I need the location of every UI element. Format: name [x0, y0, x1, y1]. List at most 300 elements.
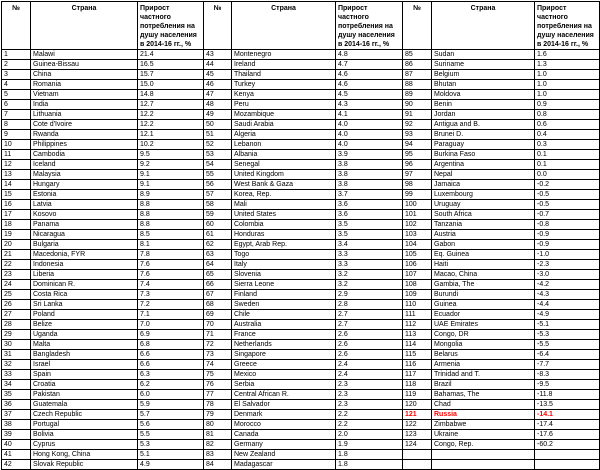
cell-number: 37 — [2, 410, 31, 420]
table-row — [2, 430, 600, 440]
table-row — [2, 420, 600, 430]
table-row — [2, 340, 600, 350]
cell-country: Latvia — [31, 200, 138, 210]
cell-country: Honduras — [232, 230, 336, 240]
cell-number: 92 — [403, 120, 432, 130]
table-row — [2, 70, 600, 80]
cell-country: Belize — [31, 320, 138, 330]
cell-number — [403, 460, 432, 470]
cell-number: 56 — [204, 180, 232, 190]
cell-number: 86 — [403, 60, 432, 70]
cell-number: 94 — [403, 140, 432, 150]
cell-number: 5 — [2, 90, 31, 100]
cell-number: 10 — [2, 140, 31, 150]
cell-number: 96 — [403, 160, 432, 170]
cell-number: 99 — [403, 190, 432, 200]
cell-growth: 0.8 — [535, 110, 600, 120]
cell-growth: 3.7 — [336, 190, 403, 200]
cell-number: 113 — [403, 330, 432, 340]
cell-number: 38 — [2, 420, 31, 430]
cell-country: Finland — [232, 290, 336, 300]
cell-growth: 3.4 — [336, 240, 403, 250]
cell-number: 40 — [2, 440, 31, 450]
cell-growth: 6.6 — [138, 350, 204, 360]
cell-growth: 1.0 — [535, 70, 600, 80]
cell-country: Vietnam — [31, 90, 138, 100]
table-row — [2, 370, 600, 380]
cell-growth: 7.1 — [138, 310, 204, 320]
table-row — [2, 280, 600, 290]
cell-country: Hong Kong, China — [31, 450, 138, 460]
cell-number: 114 — [403, 340, 432, 350]
table-row — [2, 200, 600, 210]
cell-number: 120 — [403, 400, 432, 410]
cell-number: 7 — [2, 110, 31, 120]
table-row — [2, 440, 600, 450]
cell-country: Mexico — [232, 370, 336, 380]
cell-number: 34 — [2, 380, 31, 390]
cell-country: Mongolia — [432, 340, 535, 350]
cell-country: New Zealand — [232, 450, 336, 460]
cell-growth: 6.8 — [138, 340, 204, 350]
cell-number: 79 — [204, 410, 232, 420]
table-row — [2, 270, 600, 280]
cell-number: 112 — [403, 320, 432, 330]
table-row — [2, 90, 600, 100]
cell-growth: 4.3 — [336, 100, 403, 110]
table-row — [2, 80, 600, 90]
cell-country: Gabon — [432, 240, 535, 250]
cell-growth: 4.9 — [138, 460, 204, 470]
cell-growth: 9.5 — [138, 150, 204, 160]
cell-country: Malawi — [31, 50, 138, 60]
cell-growth: 6.0 — [138, 390, 204, 400]
cell-number: 106 — [403, 260, 432, 270]
cell-growth: 8.5 — [138, 230, 204, 240]
table-row — [2, 260, 600, 270]
cell-country: West Bank & Gaza — [232, 180, 336, 190]
cell-country: Mali — [232, 200, 336, 210]
cell-number: 62 — [204, 240, 232, 250]
cell-growth: 0.0 — [535, 170, 600, 180]
cell-number: 42 — [2, 460, 31, 470]
cell-number: 28 — [2, 320, 31, 330]
cell-number: 122 — [403, 420, 432, 430]
cell-growth: 8.1 — [138, 240, 204, 250]
cell-growth: 4.0 — [336, 120, 403, 130]
cell-growth: 3.6 — [336, 200, 403, 210]
cell-country: Spain — [31, 370, 138, 380]
cell-growth: 7.3 — [138, 290, 204, 300]
table-row — [2, 210, 600, 220]
cell-country — [432, 450, 535, 460]
cell-growth: 3.8 — [336, 170, 403, 180]
cell-number: 68 — [204, 300, 232, 310]
cell-country: Chad — [432, 400, 535, 410]
cell-growth: 8.8 — [138, 210, 204, 220]
cell-country: Argentina — [432, 160, 535, 170]
cell-country: Iceland — [31, 160, 138, 170]
cell-growth: 1.8 — [336, 450, 403, 460]
table-row — [2, 180, 600, 190]
cell-number: 98 — [403, 180, 432, 190]
cell-country: Pakistan — [31, 390, 138, 400]
cell-growth: 4.6 — [336, 80, 403, 90]
cell-growth: 3.2 — [336, 270, 403, 280]
cell-number: 21 — [2, 250, 31, 260]
cell-country: India — [31, 100, 138, 110]
table-row — [2, 350, 600, 360]
cell-number: 70 — [204, 320, 232, 330]
table-row — [2, 130, 600, 140]
cell-number: 48 — [204, 100, 232, 110]
cell-country: Nicaragua — [31, 230, 138, 240]
cell-number: 102 — [403, 220, 432, 230]
cell-growth: -4.9 — [535, 310, 600, 320]
cell-country: Chile — [232, 310, 336, 320]
cell-number: 84 — [204, 460, 232, 470]
cell-growth: 9.1 — [138, 180, 204, 190]
cell-country: Lebanon — [232, 140, 336, 150]
cell-growth: 2.2 — [336, 420, 403, 430]
cell-growth — [535, 460, 600, 470]
cell-number: 16 — [2, 200, 31, 210]
cell-growth: 3.8 — [336, 180, 403, 190]
cell-country: Jamaica — [432, 180, 535, 190]
cell-number: 88 — [403, 80, 432, 90]
cell-growth: -7.7 — [535, 360, 600, 370]
cell-number: 69 — [204, 310, 232, 320]
cell-country: Slovenia — [232, 270, 336, 280]
header-growth: Прирост частного потребления на душу населения в 2014-16 гг., % — [336, 2, 403, 50]
cell-growth: 6.6 — [138, 360, 204, 370]
cell-country: Netherlands — [232, 340, 336, 350]
cell-country: Uruguay — [432, 200, 535, 210]
cell-growth: 0.9 — [535, 100, 600, 110]
cell-country: Denmark — [232, 410, 336, 420]
cell-country: Macedonia, FYR — [31, 250, 138, 260]
cell-number: 15 — [2, 190, 31, 200]
cell-growth: 14.8 — [138, 90, 204, 100]
cell-country: Antigua and B. — [432, 120, 535, 130]
cell-growth: 9.1 — [138, 170, 204, 180]
cell-growth: -0.7 — [535, 210, 600, 220]
cell-number: 121 — [403, 410, 432, 420]
cell-country: Uganda — [31, 330, 138, 340]
table-row — [2, 360, 600, 370]
cell-growth: 0.3 — [535, 140, 600, 150]
cell-country: Montenegro — [232, 50, 336, 60]
cell-number: 51 — [204, 130, 232, 140]
cell-number: 101 — [403, 210, 432, 220]
cell-number: 61 — [204, 230, 232, 240]
cell-number: 46 — [204, 80, 232, 90]
cell-number: 41 — [2, 450, 31, 460]
cell-growth: 8.9 — [138, 190, 204, 200]
table-row — [2, 390, 600, 400]
cell-number: 111 — [403, 310, 432, 320]
cell-country: UAE Emirates — [432, 320, 535, 330]
cell-growth: -0.8 — [535, 220, 600, 230]
cell-country: Senegal — [232, 160, 336, 170]
table-row — [2, 410, 600, 420]
table-body — [2, 50, 600, 470]
cell-growth: 2.3 — [336, 390, 403, 400]
cell-country: Bulgaria — [31, 240, 138, 250]
cell-number: 82 — [204, 440, 232, 450]
cell-growth: 4.8 — [336, 50, 403, 60]
cell-number: 83 — [204, 450, 232, 460]
table-row — [2, 400, 600, 410]
cell-country: Albania — [232, 150, 336, 160]
table-row — [2, 460, 600, 470]
cell-country: Liberia — [31, 270, 138, 280]
table-row — [2, 240, 600, 250]
cell-country: Singapore — [232, 350, 336, 360]
cell-growth: 9.2 — [138, 160, 204, 170]
cell-country: Romania — [31, 80, 138, 90]
cell-growth: -4.4 — [535, 300, 600, 310]
cell-number: 118 — [403, 380, 432, 390]
cell-growth: -9.5 — [535, 380, 600, 390]
cell-growth: -5.5 — [535, 340, 600, 350]
cell-growth: 4.0 — [336, 140, 403, 150]
cell-country: Bhutan — [432, 80, 535, 90]
cell-growth: 4.1 — [336, 110, 403, 120]
cell-growth: 4.6 — [336, 70, 403, 80]
cell-number: 108 — [403, 280, 432, 290]
cell-country: El Salvador — [232, 400, 336, 410]
cell-country: Egypt, Arab Rep. — [232, 240, 336, 250]
cell-country: Thailand — [232, 70, 336, 80]
cell-growth: -6.4 — [535, 350, 600, 360]
header-growth: Прирост частного потребления на душу населения в 2014-16 гг., % — [138, 2, 204, 50]
cell-growth: 1.6 — [535, 50, 600, 60]
cell-number: 119 — [403, 390, 432, 400]
cell-country: Madagascar — [232, 460, 336, 470]
cell-country: Russia — [432, 410, 535, 420]
cell-number: 87 — [403, 70, 432, 80]
cell-growth: 1.0 — [535, 80, 600, 90]
cell-growth: 5.6 — [138, 420, 204, 430]
cell-number: 103 — [403, 230, 432, 240]
cell-number: 80 — [204, 420, 232, 430]
cell-growth: -13.5 — [535, 400, 600, 410]
header-number: № — [2, 2, 31, 50]
cell-country: Germany — [232, 440, 336, 450]
table-row — [2, 250, 600, 260]
table-row — [2, 330, 600, 340]
cell-country: Sierra Leone — [232, 280, 336, 290]
cell-country: Sri Lanka — [31, 300, 138, 310]
cell-growth: -1.0 — [535, 250, 600, 260]
table-row — [2, 290, 600, 300]
table-row — [2, 120, 600, 130]
cell-growth: -0.5 — [535, 200, 600, 210]
cell-growth: 7.0 — [138, 320, 204, 330]
cell-growth: 7.8 — [138, 250, 204, 260]
cell-number: 123 — [403, 430, 432, 440]
cell-country: Portugal — [31, 420, 138, 430]
cell-number: 57 — [204, 190, 232, 200]
cell-country: Indonesia — [31, 260, 138, 270]
cell-country: Burundi — [432, 290, 535, 300]
cell-number: 23 — [2, 270, 31, 280]
cell-growth: 2.6 — [336, 330, 403, 340]
cell-number — [403, 450, 432, 460]
cell-country: Haiti — [432, 260, 535, 270]
cell-growth: 0.4 — [535, 130, 600, 140]
cell-number: 59 — [204, 210, 232, 220]
cell-number: 35 — [2, 390, 31, 400]
cell-number: 22 — [2, 260, 31, 270]
cell-growth: -2.3 — [535, 260, 600, 270]
cell-growth: 2.4 — [336, 370, 403, 380]
cell-number: 53 — [204, 150, 232, 160]
cell-country: Eq. Guinea — [432, 250, 535, 260]
cell-number: 17 — [2, 210, 31, 220]
cell-growth: -3.0 — [535, 270, 600, 280]
cell-number: 63 — [204, 250, 232, 260]
cell-country: Nepal — [432, 170, 535, 180]
cell-country: Congo, DR — [432, 330, 535, 340]
cell-growth: 1.3 — [535, 60, 600, 70]
cell-country: Colombia — [232, 220, 336, 230]
cell-country: Ukraine — [432, 430, 535, 440]
cell-country: Paraguay — [432, 140, 535, 150]
table-row — [2, 230, 600, 240]
cell-number: 8 — [2, 120, 31, 130]
cell-country: Trinidad and T. — [432, 370, 535, 380]
header-country: Страна — [31, 2, 138, 50]
cell-number: 27 — [2, 310, 31, 320]
cell-growth: 8.8 — [138, 200, 204, 210]
table-row — [2, 50, 600, 60]
cell-growth: 1.8 — [336, 460, 403, 470]
cell-number: 19 — [2, 230, 31, 240]
cell-number: 104 — [403, 240, 432, 250]
cell-country: Austria — [432, 230, 535, 240]
cell-number: 85 — [403, 50, 432, 60]
header-number: № — [403, 2, 432, 50]
cell-growth: 4.0 — [336, 130, 403, 140]
cell-country: Malta — [31, 340, 138, 350]
cell-country: Bahamas, The — [432, 390, 535, 400]
cell-country: Saudi Arabia — [232, 120, 336, 130]
cell-growth: 1.0 — [535, 90, 600, 100]
cell-number: 77 — [204, 390, 232, 400]
cell-country: Zimbabwe — [432, 420, 535, 430]
cell-number: 52 — [204, 140, 232, 150]
cell-country: Cyprus — [31, 440, 138, 450]
cell-growth: -4.2 — [535, 280, 600, 290]
cell-growth: 12.2 — [138, 110, 204, 120]
cell-growth: 3.5 — [336, 230, 403, 240]
cell-country: Guinea — [432, 300, 535, 310]
cell-country: Brazil — [432, 380, 535, 390]
table-row — [2, 170, 600, 180]
cell-growth: -17.6 — [535, 430, 600, 440]
cell-growth: -60.2 — [535, 440, 600, 450]
cell-growth: 5.7 — [138, 410, 204, 420]
cell-growth: 12.1 — [138, 130, 204, 140]
cell-growth: 16.5 — [138, 60, 204, 70]
cell-growth: 5.1 — [138, 450, 204, 460]
cell-growth: 3.3 — [336, 250, 403, 260]
cell-country: Serbia — [232, 380, 336, 390]
cell-number: 95 — [403, 150, 432, 160]
cell-number: 60 — [204, 220, 232, 230]
cell-number: 18 — [2, 220, 31, 230]
cell-growth: -14.1 — [535, 410, 600, 420]
cell-country: Dominican R. — [31, 280, 138, 290]
cell-number: 110 — [403, 300, 432, 310]
cell-country: Tanzania — [432, 220, 535, 230]
cell-growth: 3.9 — [336, 150, 403, 160]
cell-growth: 8.8 — [138, 220, 204, 230]
cell-number: 107 — [403, 270, 432, 280]
cell-number: 3 — [2, 70, 31, 80]
cell-growth: 12.2 — [138, 120, 204, 130]
cell-growth: 2.4 — [336, 360, 403, 370]
cell-country: Sudan — [432, 50, 535, 60]
cell-growth: -8.3 — [535, 370, 600, 380]
cell-growth: 2.7 — [336, 310, 403, 320]
cell-country: Rwanda — [31, 130, 138, 140]
cell-country: Slovak Republic — [31, 460, 138, 470]
cell-number: 31 — [2, 350, 31, 360]
cell-country: United Kingdom — [232, 170, 336, 180]
cell-growth: 6.2 — [138, 380, 204, 390]
cell-growth: 2.3 — [336, 380, 403, 390]
cell-number: 76 — [204, 380, 232, 390]
cell-growth: 1.9 — [336, 440, 403, 450]
cell-growth: -0.9 — [535, 240, 600, 250]
cell-number: 1 — [2, 50, 31, 60]
cell-growth: -0.9 — [535, 230, 600, 240]
cell-number: 32 — [2, 360, 31, 370]
cell-number: 49 — [204, 110, 232, 120]
cell-growth: 15.0 — [138, 80, 204, 90]
cell-country: Luxembourg — [432, 190, 535, 200]
cell-growth: 2.9 — [336, 290, 403, 300]
cell-growth: -11.8 — [535, 390, 600, 400]
cell-growth: 2.6 — [336, 350, 403, 360]
cell-growth: 3.3 — [336, 260, 403, 270]
table-row — [2, 310, 600, 320]
cell-number: 81 — [204, 430, 232, 440]
cell-number: 36 — [2, 400, 31, 410]
cell-growth: 2.0 — [336, 430, 403, 440]
cell-growth: 7.4 — [138, 280, 204, 290]
cell-country: Czech Republic — [31, 410, 138, 420]
cell-country: Belarus — [432, 350, 535, 360]
cell-country: Philippines — [31, 140, 138, 150]
cell-number: 11 — [2, 150, 31, 160]
cell-number: 71 — [204, 330, 232, 340]
cell-number: 29 — [2, 330, 31, 340]
cell-number: 90 — [403, 100, 432, 110]
cell-country: Turkey — [232, 80, 336, 90]
cell-growth: 3.6 — [336, 210, 403, 220]
cell-country: United States — [232, 210, 336, 220]
cell-growth: 10.2 — [138, 140, 204, 150]
cell-country: Hungary — [31, 180, 138, 190]
cell-number: 13 — [2, 170, 31, 180]
table-row — [2, 110, 600, 120]
cell-country: Malaysia — [31, 170, 138, 180]
cell-number: 26 — [2, 300, 31, 310]
